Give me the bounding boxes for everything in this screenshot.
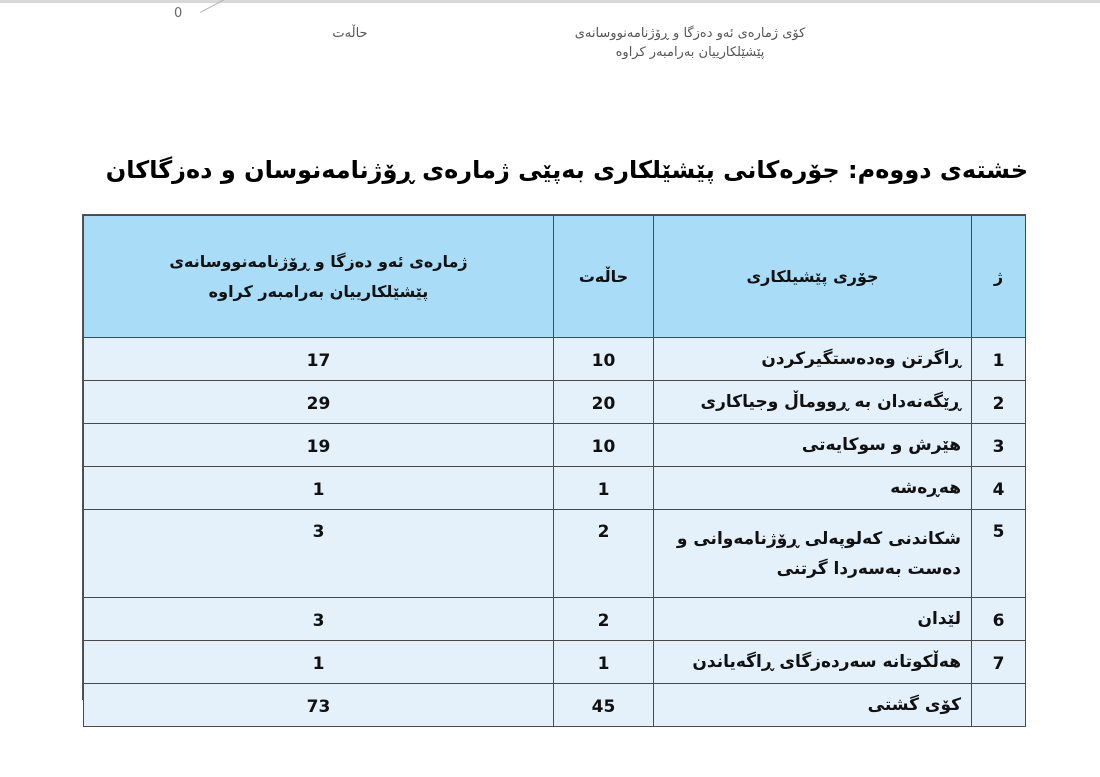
total-count: 73 bbox=[84, 684, 554, 727]
header-summary-line1: کۆی ژمارەی ئەو دەزگا و ڕۆژنامەنووسانەی bbox=[574, 26, 806, 41]
table-row bbox=[84, 510, 1026, 598]
violations-table-container bbox=[82, 214, 1026, 717]
total-number-cell bbox=[972, 684, 1026, 727]
row-cases: 1 bbox=[554, 467, 654, 510]
header-count-line2: پێشێلکارییان بەرامبەر کراوە bbox=[208, 281, 429, 301]
row-violation-type: هەڕەشە bbox=[654, 467, 972, 510]
row-count: 3 bbox=[84, 510, 554, 598]
row-violation-type: هەڵکوتانە سەردەزگای ڕاگەیاندن bbox=[654, 641, 972, 684]
table-row bbox=[84, 338, 1026, 381]
row-cases: 10 bbox=[554, 424, 654, 467]
page-number: 0 bbox=[174, 6, 183, 21]
row-violation-type-line2: دەست بەسەردا گرتنی bbox=[776, 558, 961, 579]
table-row bbox=[84, 598, 1026, 641]
row-violation-type-line1: شکاندنی کەلوپەلی ڕۆژنامەوانی و bbox=[676, 528, 961, 549]
row-number: 3 bbox=[972, 424, 1026, 467]
row-number: 6 bbox=[972, 598, 1026, 641]
row-cases: 20 bbox=[554, 381, 654, 424]
row-violation-type: هێرش و سوکایەتی bbox=[654, 424, 972, 467]
header-status-label: حاڵەت bbox=[332, 26, 368, 41]
header-count bbox=[84, 216, 554, 338]
row-count: 17 bbox=[84, 338, 554, 381]
row-cases: 2 bbox=[554, 598, 654, 641]
table-row bbox=[84, 467, 1026, 510]
violations-table bbox=[83, 215, 1026, 727]
row-number: 7 bbox=[972, 641, 1026, 684]
row-count: 29 bbox=[84, 381, 554, 424]
row-count: 19 bbox=[84, 424, 554, 467]
row-count: 1 bbox=[84, 467, 554, 510]
header-cases: حاڵەت bbox=[554, 216, 654, 338]
header-count-line1: ژمارەی ئەو دەزگا و ڕۆژنامەنووسانەی bbox=[169, 251, 468, 271]
top-border bbox=[0, 0, 1100, 3]
row-number: 4 bbox=[972, 467, 1026, 510]
row-violation-type bbox=[654, 510, 972, 598]
table-total-row bbox=[84, 684, 1026, 727]
header-number: ژ bbox=[972, 216, 1026, 338]
row-violation-type: لێدان bbox=[654, 598, 972, 641]
total-cases: 45 bbox=[554, 684, 654, 727]
row-violation-type: ڕێگەنەدان بە ڕووماڵ وجیاکاری bbox=[654, 381, 972, 424]
total-label: کۆی گشتی bbox=[654, 684, 972, 727]
row-count: 1 bbox=[84, 641, 554, 684]
table-row bbox=[84, 641, 1026, 684]
section-title: خشتەی دووەم: جۆرەکانی پێشێلکاری بەپێی ژمارەی ڕۆژنامەنوسان و دەزگاکان bbox=[105, 156, 1028, 184]
table-row bbox=[84, 381, 1026, 424]
header-violation-type: جۆری پێشیلکاری bbox=[654, 216, 972, 338]
header-summary bbox=[520, 24, 860, 62]
row-violation-type: ڕاگرتن وەدەستگیرکردن bbox=[654, 338, 972, 381]
row-number: 1 bbox=[972, 338, 1026, 381]
row-cases: 10 bbox=[554, 338, 654, 381]
row-cases: 1 bbox=[554, 641, 654, 684]
table-row bbox=[84, 424, 1026, 467]
header-summary-line2: پێشێلکارییان بەرامبەر کراوە bbox=[615, 45, 765, 60]
row-number: 2 bbox=[972, 381, 1026, 424]
row-cases: 2 bbox=[554, 510, 654, 598]
row-number: 5 bbox=[972, 510, 1026, 598]
row-count: 3 bbox=[84, 598, 554, 641]
table-header-row bbox=[84, 216, 1026, 338]
